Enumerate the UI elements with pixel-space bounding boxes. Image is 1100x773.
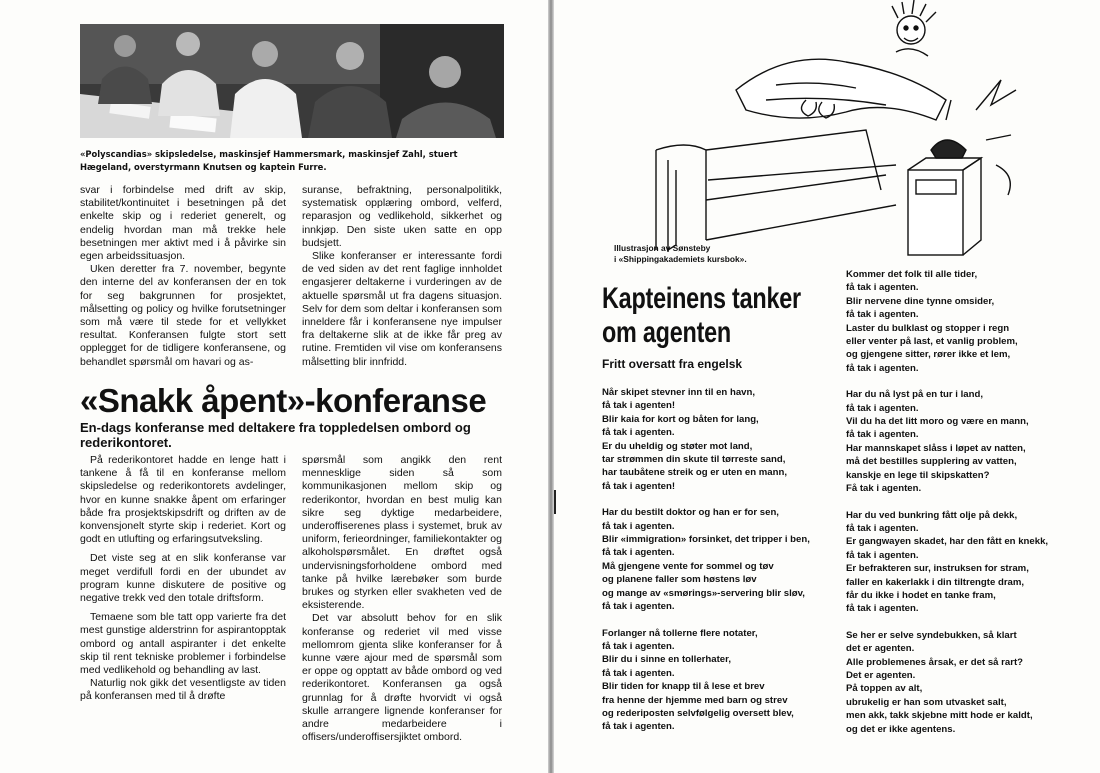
poem-line: Få tak i agenten. (846, 483, 922, 495)
article-subheadline: En-dags konferanse med deltakere fra toppledelsen ombord og rederikontoret. (80, 420, 471, 450)
poem-line: få tak i agenten. (602, 601, 675, 613)
poem-line: Blir du i sinne en tollerhater, (602, 654, 732, 666)
poem-line: få tak i agenten. (846, 282, 919, 294)
poem-line: få tak i agenten. (602, 667, 675, 679)
poem-line: Har du nå lyst på en tur i land, (846, 389, 984, 401)
left-page (0, 0, 548, 773)
poem-line: få tak i agenten. (602, 721, 675, 733)
article-top-column-1 (80, 184, 286, 369)
poem-line: og gjengene sitter, rører ikke et lem, (846, 349, 1011, 361)
paragraph: Det viste seg at en slik konferanse var meget verdifull fordi en der ubundet av program kunne diskutere de positive og negative trekk ved den totale driftsform. (80, 552, 286, 605)
poem-line: eller venter på last, et vanlig problem, (846, 336, 1018, 348)
poem-line: få tak i agenten. (846, 429, 919, 441)
poem-line: Er befrakteren sur, instruksen for stram, (846, 563, 1029, 575)
poem-line: Kommer det folk til alle tider, (846, 269, 978, 280)
poem-line: Blir kaia for kort og båten for lang, (602, 413, 759, 425)
poem-title-line: Kapteinens tanker (602, 282, 801, 315)
paragraph: svar i forbindelse med drift av skip, stabilitet/kontinuitet i besetningen på det enkelte skip og i rederiet generelt, og endelig hvordan man må trekke hele besetningen mer aktivt med i å påvirke sin egen arbeidssituasjon. (80, 184, 286, 263)
poem-line: Se her er selve syndebukken, så klart (846, 629, 1017, 641)
poem-line: få tak i agenten. (846, 309, 919, 321)
crew-photo (80, 24, 504, 138)
article-headline: «Snakk åpent»-konferanse (80, 382, 487, 419)
poem-stanza (846, 268, 1048, 375)
poem-line: få tak i agenten. (846, 402, 919, 414)
poem-line: faller en kakerlakk i din tiltrengte dram, (846, 576, 1025, 588)
poem-line: Det er agenten. (846, 669, 916, 681)
poem-line: Må gjengene vente for sommel og tøv (602, 560, 774, 572)
poem-line: få tak i agenten. (602, 520, 675, 532)
article-bottom-column-2 (302, 454, 502, 744)
poem-line: Laster du bulklast og stopper i regn (846, 322, 1010, 334)
poem-line: det er agenten. (846, 643, 915, 655)
poem-line: Alle problemenes årsak, er det så rart? (846, 656, 1024, 668)
poem-line: Blir nervene dine tynne omsider, (846, 295, 995, 307)
poem-left-column (602, 386, 810, 734)
poem-line: tar strømmen din skute til tørreste sand, (602, 454, 786, 466)
poem-stanza (602, 627, 810, 734)
poem-subtitle: Fritt oversatt fra engelsk (602, 357, 743, 371)
poem-line: få tak i agenten. (846, 522, 919, 534)
paragraph: Slike konferanser er interessante fordi de ved siden av det rent faglige innholdet engasjerer deltakerne i vurderingen av de aktuelle spørsmål ut fra dagens situasjon. Selv for dem som deltar i konferansen som inneldere får i konferansene nye impulser fra deltakerne slik at de ikke får preg av rutine. Fremtiden vil vise om konferansens målsetting blir innfridd. (302, 250, 502, 368)
poem-line: Er gangwayen skadet, har den fått en knekk, (846, 536, 1049, 548)
article-bottom-column-1 (80, 454, 286, 704)
poem-line: få tak i agenten. (846, 603, 919, 615)
poem-right-column (846, 268, 1048, 736)
poem-line: få tak i agenten. (602, 640, 675, 652)
poem-stanza (846, 388, 1048, 495)
poem-line: Vil du ha det litt moro og være en mann, (846, 416, 1029, 428)
poem-line: må det bestilles supplering av vatten, (846, 456, 1017, 468)
poem-stanza (846, 509, 1048, 616)
poem-line: få tak i agenten. (846, 362, 919, 374)
poem-title (602, 282, 801, 350)
poem-line: og mange av «smørings»-servering blir sløv, (602, 587, 805, 599)
poem-line: få tak i agenten. (602, 547, 675, 559)
poem-line: få tak i agenten! (602, 480, 676, 492)
poem-stanza (846, 629, 1048, 736)
poem-stanza (602, 506, 810, 613)
poem-title-line: om agenten (602, 316, 731, 349)
poem-line: Har du bestilt doktor og han er for sen, (602, 507, 779, 519)
poem-line: og det er ikke agentens. (846, 723, 956, 735)
right-page (554, 0, 1100, 773)
poem-line: På toppen av alt, (846, 683, 923, 695)
poem-line: Forlanger nå tollerne flere notater, (602, 627, 758, 639)
poem-line: men akk, takk skjebne mitt hode er kaldt, (846, 710, 1033, 722)
illustration-caption-line: i «Shippingakademiets kursbok». (614, 254, 747, 264)
article-top-column-2 (302, 184, 502, 369)
illustration-caption-line: Illustrasjon av Sønsteby (614, 243, 711, 253)
poem-line: Blir tiden for knapp til å lese et brev (602, 681, 765, 693)
paragraph: På rederikontoret hadde en lenge hatt i tankene å få til en konferanse mellom skipsledelse og rederikontorets avdelinger, hvor en kunne snakke åpent om erfaringer både fra prosjektskipsdrift og driften av de konvensjonelt styrte skip i rederiet. Kort og godt en utlufting og erfaringsutveksling. (80, 454, 286, 546)
paragraph: Temaene som ble tatt opp varierte fra det mest gunstige alderstrinn for aspirantopptak ombord og antall aspiranter i det enkelte skip til rent tekniske problemer i forbindelse med vedlikehold og behandling av last. (80, 611, 286, 677)
poem-line: Når skipet stevner inn til en havn, (602, 387, 756, 398)
poem-line: Er du uheldig og støter mot land, (602, 440, 753, 452)
poem-line: få tak i agenten. (846, 549, 919, 561)
poem-line: Blir «immigration» forsinket, det tripper i ben, (602, 534, 810, 546)
photo-caption: «Polyscandias» skipsledelse, maskinsjef Hammersmark, maskinsjef Zahl, stuert Hægeland, overstyrmann Knutsen og kaptein Furre. (80, 149, 458, 172)
paragraph: spørsmål som angikk den rent mennesklige siden så som kommunikasjonen mellom skip og rederikontor, hvordan en best mulig kan sikre seg dyktige medarbeidere, underoffiserenes plass i systemet, bruk av uniform, ferieordninger, familiekontakter og alkoholspørsmålet. En drøftet også undervisningsforholdene ombord med tanke på hvilke lærebøker som burde brukes og styrken eller svakheten ved de eksisterende. (302, 454, 502, 612)
poem-line: og planene faller som høstens løv (602, 574, 757, 586)
poem-line: og rederiposten selvfølgelig oversett blev, (602, 707, 794, 719)
poem-line: får du ikke i hodet en tanke fram, (846, 589, 996, 601)
poem-line: kanskje en lege til skipskatten? (846, 469, 990, 481)
poem-line: få tak i agenten! (602, 400, 676, 412)
poem-line: få tak i agenten. (602, 427, 675, 439)
poem-line: ubrukelig er han som utvasket salt, (846, 696, 1007, 708)
paragraph: Det var absolutt behov for en slik konferanse og rederiet vil med visse mellomrom gjenta slike konferanser for å kunne være ajour med de spørsmål som er oppe og opptatt av både ombord og ved rederikontoret. Konferansen ga også grunnlag for å drøfte hvorvidt vi også skulle arrangere lignende konferanser for andre medarbeidere i offisers/underoffisersjiktet ombord. (302, 612, 502, 744)
poem-line: Har mannskapet slåss i løpet av natten, (846, 442, 1026, 454)
crew-photo-graphic (80, 24, 504, 138)
paragraph: suranse, befraktning, personalpolitikk, systematisk opplæring ombord, velferd, reparasjon og vedlikehold, sikkerhet og innkjøp. Den siste uken satte en opp budsjett. (302, 184, 502, 249)
paragraph: Naturlig nok gikk det vesentligste av tiden på konferansen med til å drøfte (80, 677, 286, 703)
illustration-caption (614, 243, 747, 265)
poem-stanza (602, 386, 810, 493)
poem-line: har taubåtene streik og er uten en mann, (602, 467, 787, 479)
poem-line: fra henne der hjemme med barn og strev (602, 694, 788, 706)
margin-mark (554, 490, 556, 514)
paragraph: Uken deretter fra 7. november, begynte den interne del av konferansen der en tok for seg bakgrunnen for prosjektet, målsetting og policy og hvilke forutsetninger som må være til stede for et vellykket resultat. Konferansen fulgte stort sett opplegget for de tidligere konferansene, og behandlet spørsmål om havari og as- (80, 263, 286, 368)
poem-line: Har du ved bunkring fått olje på dekk, (846, 509, 1018, 521)
bed-illustration (646, 0, 1026, 260)
